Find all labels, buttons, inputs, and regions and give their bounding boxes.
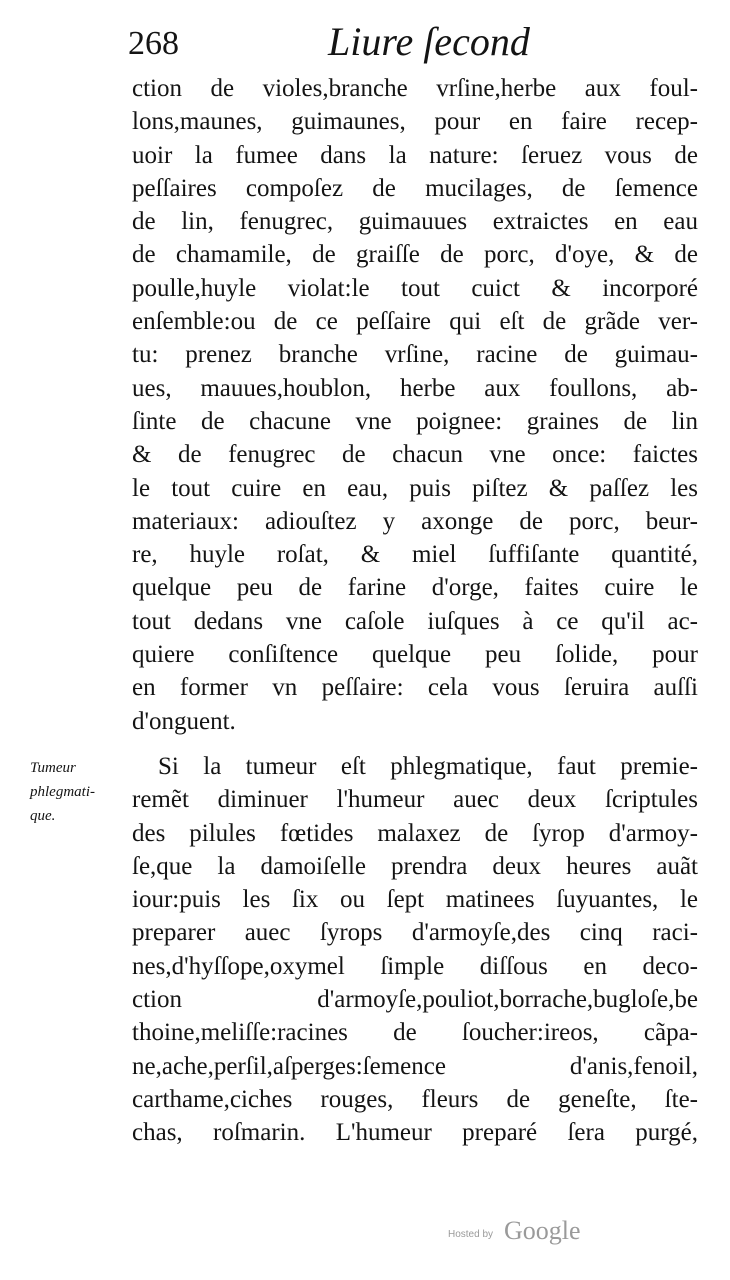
text-line: ne,ache,perſil,aſperges:ſemence d'anis,fenoil, — [132, 1052, 698, 1080]
text-line: chas, roſmarin. L'humeur preparé ſera purgé, — [132, 1119, 698, 1147]
text-line: Si la tumeur eſt phlegmatique, faut premie- — [158, 752, 698, 780]
page-number: 268 — [128, 25, 179, 62]
margin-note — [30, 756, 130, 828]
text-line: d'onguent. — [132, 707, 236, 735]
text-line: ction de violes,branche vrſine,herbe aux foul- — [132, 75, 698, 102]
text-line: & de fenugrec de chacun vne once: faictes — [132, 441, 698, 469]
text-line: quelque peu de farine d'orge, faites cuire le — [132, 574, 698, 602]
paragraph-2 — [132, 750, 698, 1150]
paragraph-gap — [132, 738, 698, 750]
text-line: materiaux: adiouſtez y axonge de porc, beur- — [132, 507, 698, 535]
hosted-by-google-watermark — [448, 1218, 608, 1248]
text-line: le tout cuire en eau, puis piſtez & paſſez les — [132, 474, 698, 502]
text-line: nes,d'hyſſope,oxymel ſimple diſſous en deco- — [132, 952, 698, 980]
text-line: poulle,huyle violat:le tout cuict & incorporé — [132, 274, 698, 302]
text-line: tout dedans vne caſole iuſques à ce qu'il ac- — [132, 607, 698, 635]
text-line: peſſaires compoſez de mucilages, de ſemence — [132, 174, 698, 202]
text-line: re, huyle roſat, & miel ſuffiſante quantité, — [132, 541, 698, 569]
text-line: ſinte de chacune vne poignee: graines de lin — [132, 407, 698, 435]
text-line: ction d'armoyſe,pouliot,borrache,bugloſe,be — [132, 986, 698, 1014]
running-title: Liure ſecond — [328, 19, 530, 64]
text-line: carthame,ciches rouges, fleurs de geneſte, ſte- — [132, 1085, 698, 1113]
text-line: uoir la fumee dans la nature: ſeruez vous de — [132, 141, 698, 169]
text-line: thoine,meliſſe:racines de ſoucher:ireos, cãpa- — [132, 1019, 698, 1047]
margin-note-line: phlegmati- — [30, 784, 95, 800]
text-line: ſe,que la damoiſelle prendra deux heures auãt — [132, 852, 698, 880]
text-line: en former vn peſſaire: cela vous ſeruira auſſi — [132, 674, 698, 702]
text-line: remẽt diminuer l'humeur auec deux ſcriptules — [132, 786, 698, 814]
text-line: de lin, fenugrec, guimauues extraictes en eau — [132, 208, 698, 236]
margin-note-line: Tumeur — [30, 760, 76, 776]
google-logo: Google — [504, 1216, 581, 1245]
text-line: preparer auec ſyrops d'armoyſe,des cinq raci- — [132, 919, 698, 947]
text-line: iour:puis les ſix ou ſept matinees ſuyuantes, le — [132, 886, 698, 914]
paragraph-1 — [132, 72, 698, 738]
page-header — [128, 18, 708, 74]
text-line: tu: prenez branche vrſine, racine de guimau- — [132, 341, 698, 369]
text-line: des pilules fœtides malaxez de ſyrop d'armoy- — [132, 819, 698, 847]
text-line: quiere conſiſtence quelque peu ſolide, pour — [132, 641, 698, 669]
text-line: enſemble:ou de ce peſſaire qui eſt de grãde ver- — [132, 308, 698, 336]
text-line: de chamamile, de graiſſe de porc, d'oye, & de — [132, 241, 698, 269]
text-line: lons,maunes, guimaunes, pour en faire recep- — [132, 108, 698, 136]
margin-note-line: que. — [30, 808, 56, 824]
body-text — [132, 72, 698, 1150]
hosted-by-label: Hosted by — [448, 1229, 494, 1240]
text-line: ues, mauues,houblon, herbe aux foullons, ab- — [132, 374, 698, 402]
